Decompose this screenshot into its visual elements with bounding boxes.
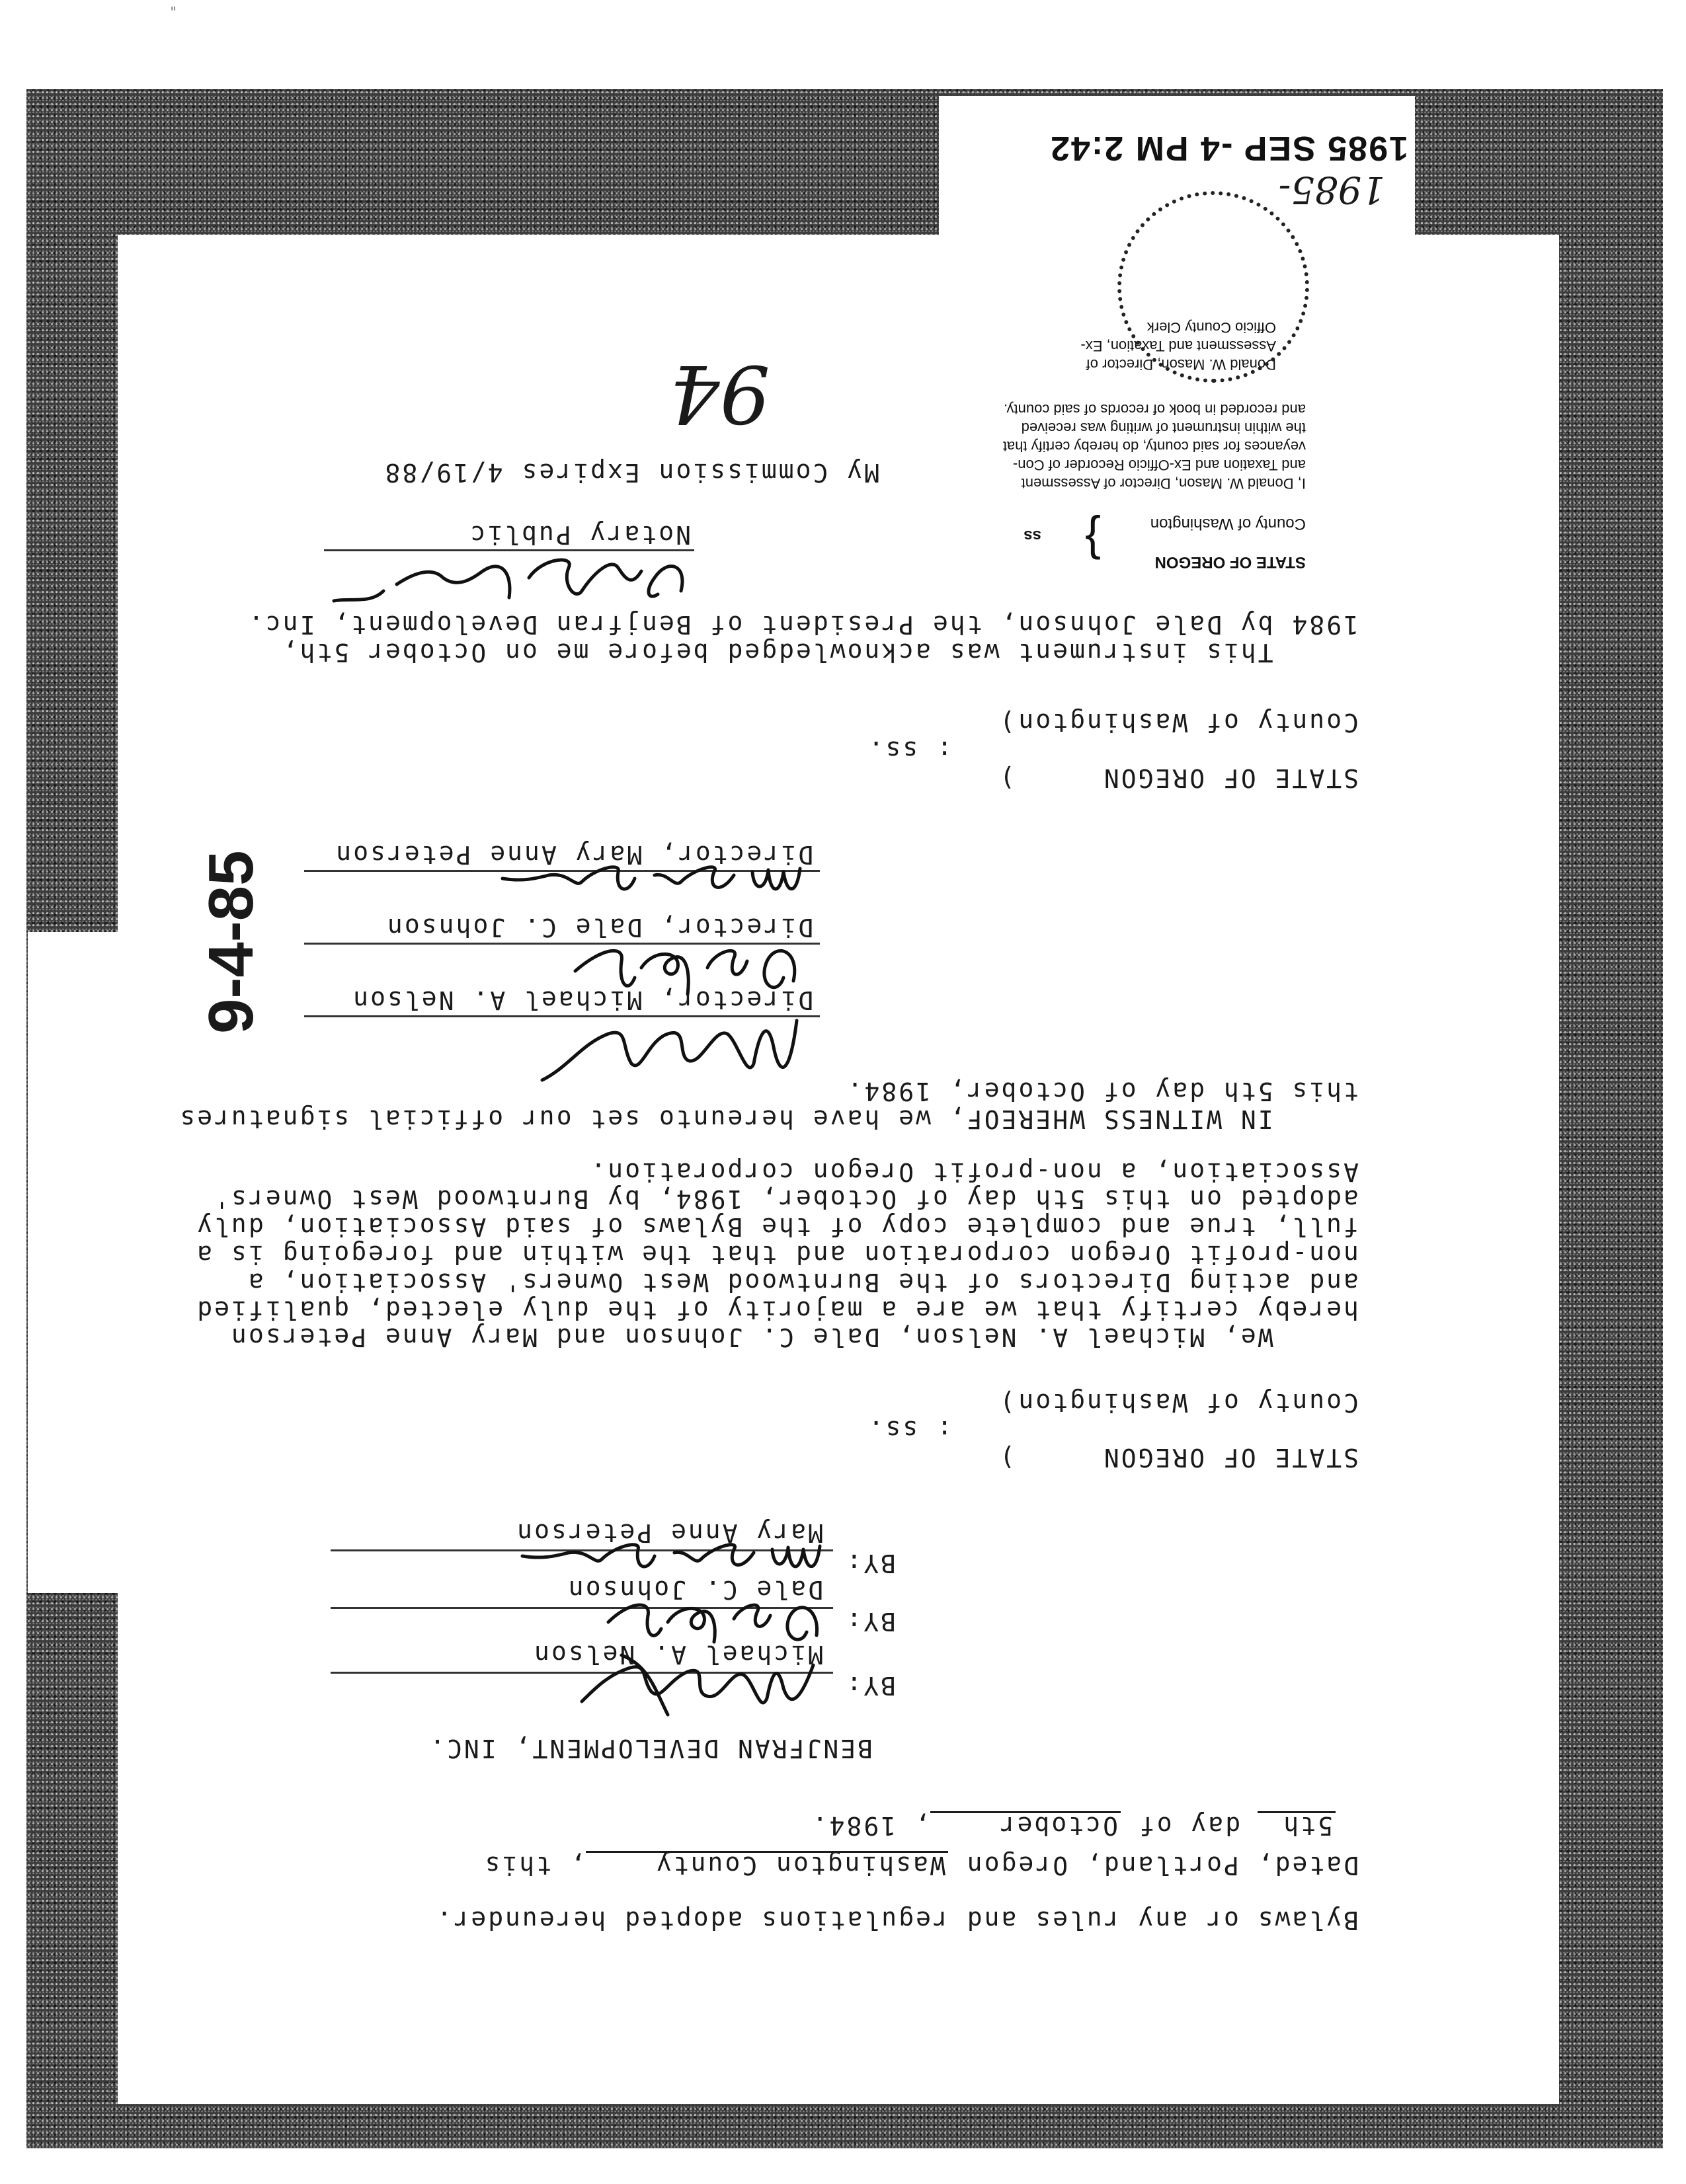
signature-peterson	[509, 1533, 826, 1586]
signer-name-3: Mary Anne Peterson	[515, 1518, 823, 1547]
signature-johnson	[588, 1589, 826, 1662]
venue1-paren-close: )	[998, 1388, 1015, 1417]
venue2-county: County of Washington	[1016, 708, 1359, 737]
witness-line-2: this 5th day of October, 1984.	[845, 1077, 1359, 1106]
cert-line-4: non-profit Oregon corporation and that the within and foregoing is a	[195, 1240, 1359, 1269]
recording-timestamp: 1985 SEP -4 PM 2:42	[1049, 129, 1408, 167]
recording-brace: }	[1084, 514, 1101, 567]
witness-line-1: IN WITNESS WHEREOF, we have hereunto set our official signatures	[178, 1105, 1359, 1134]
dated-county: Washington County	[586, 1851, 948, 1878]
date-day-of: day of	[1137, 1811, 1241, 1840]
venue1-ss: : ss.	[866, 1415, 952, 1444]
venue2-paren-open: )	[998, 763, 1015, 793]
company-name: BENJFRAN DEVELOPMENT, INC.	[428, 1734, 873, 1763]
recording-signoff-2: Assessment and Taxation, Ex-	[1080, 338, 1276, 354]
recording-signoff-3: Officio County Clerk	[1146, 319, 1276, 336]
recording-text-1: I, Donald W. Mason, Director of Assessment	[1021, 475, 1306, 492]
recording-signoff-1: Donald W. Mason, Director of	[1086, 356, 1276, 373]
recording-text-5: and recorded in book of records of said county.	[1004, 401, 1306, 418]
venue2-ss: : ss.	[866, 736, 952, 765]
dated-suffix: , this	[483, 1851, 586, 1880]
signer-by-3: BY:	[844, 1549, 896, 1578]
venue2-state: STATE OF OREGON	[1102, 763, 1359, 793]
venue2-paren-close: )	[998, 708, 1015, 737]
director-2: Director, Dale C. Johnson	[385, 913, 813, 942]
signature-director-nelson	[529, 1007, 807, 1100]
recording-text-3: veyances for said county, do hereby certify that	[1002, 438, 1306, 455]
cert-line-5: full, true and complete copy of the Bylaws of said Association, duly	[195, 1212, 1359, 1241]
cert-line-6: adopted on this 5th day of October, 1984, by Burntwood West Owners'	[212, 1185, 1359, 1214]
signer-name-1: Michael A. Nelson	[532, 1640, 823, 1669]
intro-line: Bylaws or any rules and regulations adopted hereunder.	[434, 1906, 1359, 1935]
signature-notary	[324, 545, 694, 617]
signature-director-johnson	[555, 935, 807, 1014]
date-line	[811, 1811, 1336, 1838]
recording-state: STATE OF OREGON	[1154, 553, 1306, 571]
page-number: 94	[669, 347, 770, 439]
venue1-paren-open: )	[998, 1443, 1015, 1472]
recording-handwritten-number: 1985-	[1278, 168, 1385, 211]
date-month: October	[930, 1811, 1121, 1838]
signer-by-1: BY:	[844, 1671, 896, 1700]
signer-by-2: BY:	[844, 1607, 896, 1636]
signer-name-2: Dale C. Johnson	[566, 1575, 823, 1604]
cert-line-2: hereby certify that we are a majority of the duly elected, qualified	[195, 1296, 1359, 1325]
commission-expires: My Commission Expires 4/19/88	[383, 458, 879, 487]
cert-line-7: Association, a non-profit Oregon corporation.	[588, 1157, 1359, 1187]
cert-line-1: We, Michael A. Nelson, Dale C. Johnson and Mary Anne Peterson	[229, 1323, 1359, 1352]
date-day: 5th	[1258, 1811, 1336, 1838]
dated-prefix: Dated, Portland, Oregon	[947, 1851, 1359, 1880]
dated-line	[483, 1851, 1359, 1878]
side-date-stamp: 9-4-85	[196, 850, 266, 1034]
director-1: Director, Michael A. Nelson	[351, 986, 813, 1015]
recording-text-4: the within instrument of writing was received	[1021, 420, 1306, 436]
venue1-state: STATE OF OREGON	[1102, 1443, 1359, 1472]
recording-county: County of Washington	[1150, 515, 1306, 533]
recording-ss: ss	[1024, 527, 1041, 545]
notary-title: Notary Public	[468, 520, 691, 549]
county-seal	[1117, 191, 1309, 383]
cert-line-3: and acting Directors of the Burntwood West Owners' Association, a	[246, 1268, 1359, 1297]
signature-director-peterson	[489, 855, 807, 908]
director-3: Director, Mary Anne Peterson	[334, 840, 813, 869]
date-year: , 1984.	[810, 1811, 930, 1840]
notary-signature-line	[324, 549, 694, 551]
recording-text-2: and Taxation and Ex-Officio Recorder of Con-	[1012, 457, 1306, 473]
ack-line-1: This instrument was acknowledged before me on October 5th,	[280, 638, 1359, 667]
ack-line-2: 1984 by Dale Johnson, the President of Benjfran Development, Inc.	[246, 610, 1359, 639]
venue1-county: County of Washington	[1016, 1388, 1359, 1417]
top-mark: "	[169, 4, 178, 20]
